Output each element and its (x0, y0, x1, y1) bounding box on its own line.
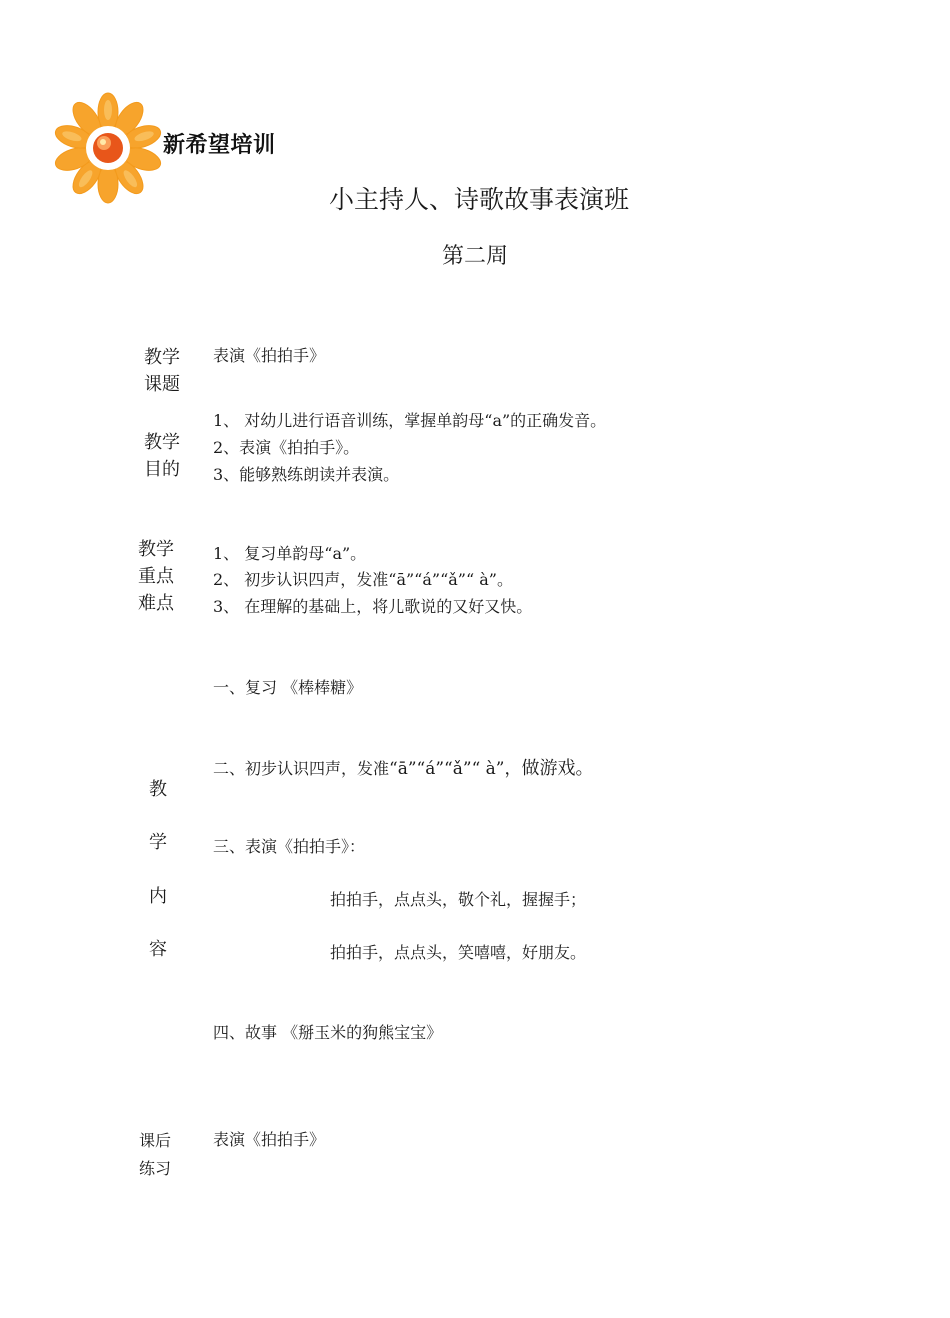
topic-label: 教学 课题 (144, 347, 180, 395)
goal-item-3: 3、能够熟练朗读并表演。 (213, 465, 400, 484)
homework-text: 表演《拍拍手》 (213, 1130, 326, 1149)
content-step-1: 一、复习 《棒棒糖》 (213, 678, 363, 697)
poem-line-2: 拍拍手，点点头，笑嘻嘻，好朋友。 (330, 943, 587, 962)
content-step-3: 三、表演《拍拍手》： (213, 837, 366, 856)
brand-name: 新希望培训 (163, 133, 276, 158)
homework-label: 课后 练习 (139, 1131, 172, 1178)
content-label-char-2: 学 (149, 832, 167, 853)
content-step-2: 二、初步认识四声，发准“ā”“á”“ǎ”“ à”，做游戏。 (213, 758, 594, 779)
content-label-char-4: 容 (149, 939, 167, 960)
key-point-2: 2、 初步认识四声，发准“ā”“á”“ǎ”“ à”。 (213, 570, 513, 589)
page-subtitle: 第二周 (441, 244, 508, 269)
page-title: 小主持人、诗歌故事表演班 (328, 185, 629, 214)
topic-text: 表演《拍拍手》 (213, 346, 326, 365)
content-step-4: 四、故事 《掰玉米的狗熊宝宝》 (213, 1023, 443, 1042)
key-point-1: 1、 复习单韵母“a”。 (213, 544, 367, 563)
goal-label: 教学 目的 (144, 432, 180, 480)
content-label-char-1: 教 (149, 779, 167, 800)
goal-item-1: 1、 对幼儿进行语音训练，掌握单韵母“a”的正确发音。 (213, 411, 607, 430)
key-point-3: 3、 在理解的基础上，将儿歌说的又好又快。 (213, 597, 533, 616)
goal-item-2: 2、表演《拍拍手》。 (213, 438, 360, 457)
content-label-char-3: 内 (149, 886, 167, 907)
key-points-label: 教学 重点 难点 (138, 539, 174, 614)
poem-line-1: 拍拍手，点点头，敬个礼，握握手； (330, 890, 587, 909)
